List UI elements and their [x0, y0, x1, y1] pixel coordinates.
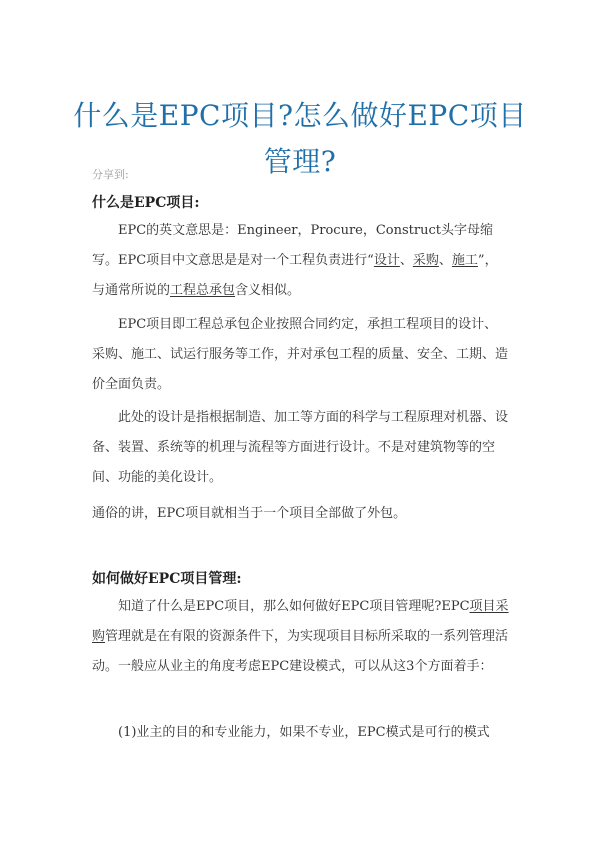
- section-heading-how-to-manage: 如何做好EPC项目管理:: [92, 571, 242, 587]
- text: 管理就是在有限的资源条件下，为实现项目目标所采取的一系列管理活动。一般应从业主的角度考虑EPC建设模式，可以从这3个方面着手：: [92, 629, 509, 674]
- separator: 、: [399, 253, 413, 268]
- link-procurement[interactable]: 采购: [412, 253, 439, 268]
- text: EPC的英文意思是：Engineer，Procure，Construct头字母缩写。EPC项目中文意思是是对一个工程负责进行“: [92, 223, 493, 268]
- paragraph-management-intro: [92, 592, 510, 682]
- link-construction[interactable]: 施工: [451, 253, 478, 268]
- separator: 、: [438, 253, 452, 268]
- page-title: 什么是EPC项目?怎么做好EPC项目管理?: [73, 98, 527, 178]
- link-general-contracting[interactable]: 工程总承包: [170, 283, 236, 298]
- paragraph-plain-explanation: 通俗的讲，EPC项目就相当于一个项目全部做了外包。: [92, 506, 407, 521]
- text: 此处的设计是指根据制造、加工等方面的科学与工程原理对机器、设备、装置、系统等的机理与流程等方面进行设计。不是对建筑物等的空间、功能的美化设计。: [92, 410, 509, 485]
- share-label: 分享到:: [92, 168, 129, 181]
- text: EPC项目即工程总承包企业按照合同约定，承担工程项目的设计、采购、施工、试运行服务等工作，并对承包工程的质量、安全、工期、造价全面负责。: [92, 317, 509, 392]
- paragraph-design-meaning: [92, 403, 510, 493]
- section-heading-what-is-epc: 什么是EPC项目:: [92, 195, 200, 211]
- link-project-procurement[interactable]: 项目采购: [92, 599, 509, 644]
- paragraph-epc-definition: [92, 216, 510, 306]
- text: 含义相似。: [235, 283, 301, 298]
- text: ”，与通常所说的: [92, 253, 498, 298]
- paragraph-owner-purpose: [92, 718, 510, 748]
- text: (1)业主的目的和专业能力，如果不专业，EPC模式是可行的模式: [118, 725, 490, 740]
- link-design[interactable]: 设计: [373, 253, 400, 268]
- text: 知道了什么是EPC项目，那么如何做好EPC项目管理呢?EPC: [118, 599, 470, 614]
- paragraph-epc-responsibility: [92, 310, 510, 400]
